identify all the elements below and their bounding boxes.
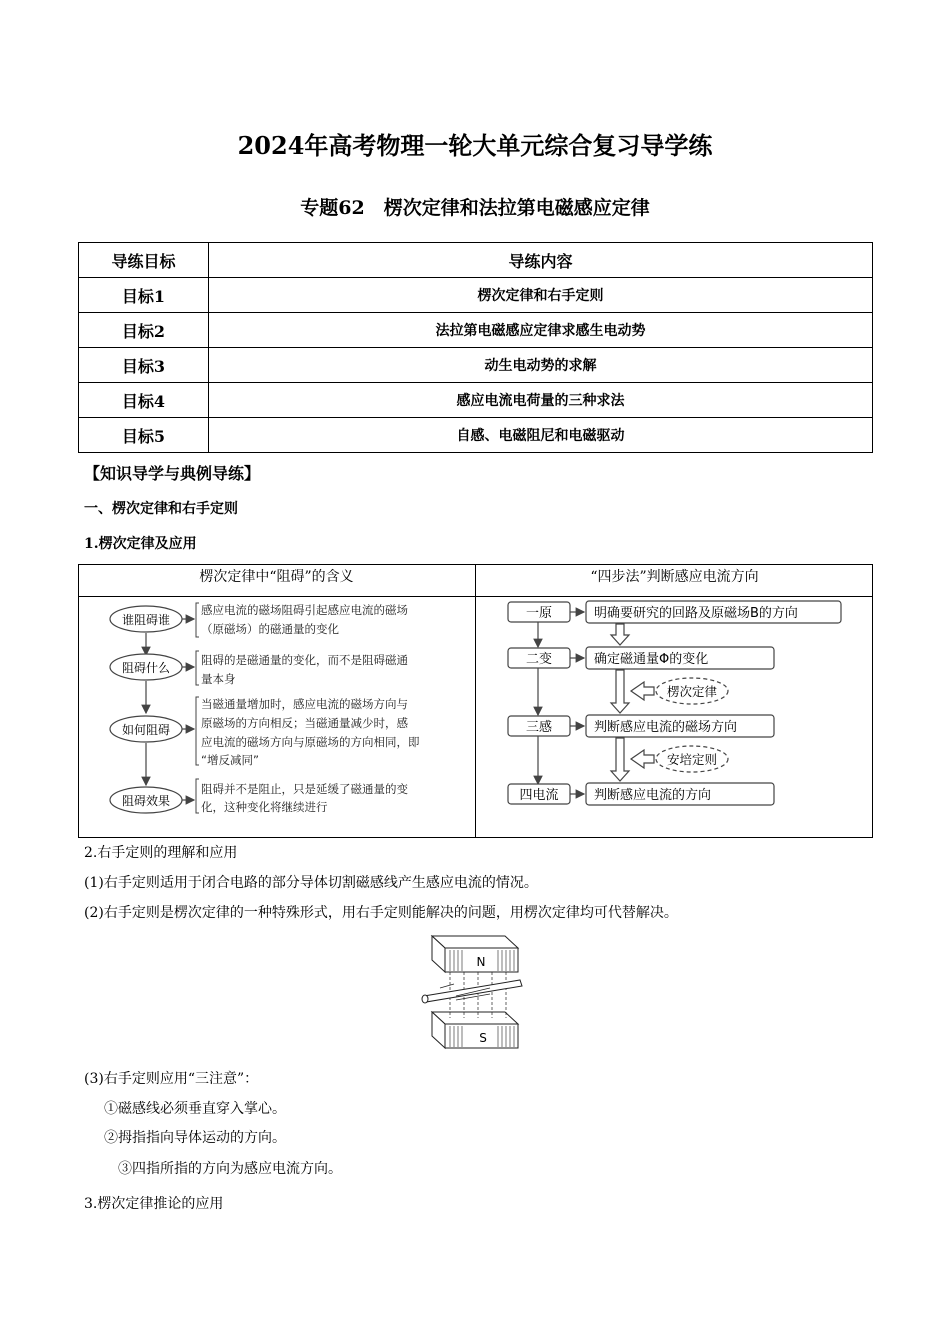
figure-left-header: 楞次定律中“阻碍”的含义 — [199, 569, 354, 585]
rule-lenz — [656, 678, 728, 704]
step-text-box-3 — [586, 715, 774, 737]
node-desc-line: 原磁场的方向相反；当磁通量减少时，感 — [201, 716, 408, 730]
step-box-3 — [508, 716, 570, 736]
paragraph-2: (2)右手定则是楞次定律的一种特殊形式，用右手定则能解决的问题，用楞次定律均可代替解决。 — [84, 905, 678, 921]
node-block-effect — [110, 787, 182, 813]
step-box-1 — [508, 602, 570, 622]
step-label: 一原 — [525, 606, 553, 621]
subsection-heading-2: 2.右手定则的理解和应用 — [84, 845, 238, 861]
node-who-blocks — [110, 606, 182, 632]
step-text: 明确要研究的回路及原磁场B的方向 — [594, 606, 798, 621]
node-label: 谁阻碍谁 — [121, 613, 171, 627]
node-blocks-what — [110, 654, 182, 680]
table-row — [79, 313, 873, 348]
node-label: 如何阻碍 — [121, 723, 171, 737]
node-desc-line: 阻碍并不是阻止，只是延缓了磁通量的变 — [201, 782, 408, 796]
node-desc-line: 当磁通量增加时，感应电流的磁场方向与 — [201, 697, 408, 711]
paragraph-3: (3)右手定则应用“三注意”： — [84, 1071, 259, 1087]
step-text: 判断感应电流的磁场方向 — [594, 720, 738, 735]
goal-label: 目标5 — [79, 418, 209, 453]
rule-label: 安培定则 — [666, 752, 718, 767]
step-label: 四电流 — [519, 788, 559, 803]
figure-right-header: “四步法”判断感应电流方向 — [590, 569, 759, 585]
page-title: 2024年高考物理一轮大单元综合复习导学练 — [237, 131, 713, 160]
col-header-goal: 导练目标 — [79, 243, 209, 278]
table-row — [79, 418, 873, 453]
step-text-box-1 — [586, 601, 841, 623]
goals-table — [78, 242, 873, 453]
section-heading-main: 【知识导学与典例导练】 — [84, 464, 261, 483]
note-1: ①磁感线必须垂直穿入掌心。 — [104, 1101, 286, 1117]
table-row — [79, 278, 873, 313]
node-desc-line: 感应电流的磁场阻碍引起感应电流的磁场 — [201, 603, 408, 617]
rule-label: 楞次定律 — [666, 684, 718, 699]
step-text-box-2 — [586, 647, 774, 669]
rule-ampere — [656, 746, 728, 772]
node-desc-line: 应电流的磁场方向与原磁场的方向相同，即 — [201, 735, 420, 749]
goal-content: 自感、电磁阻尼和电磁驱动 — [209, 418, 873, 453]
goal-content: 法拉第电磁感应定律求感生电动势 — [209, 313, 873, 348]
step-text-box-4 — [586, 783, 774, 805]
node-desc-line: 化，这种变化将继续进行 — [201, 800, 328, 814]
page-subtitle: 专题62 楞次定律和法拉第电磁感应定律 — [300, 197, 650, 219]
right-flowchart — [476, 597, 873, 838]
step-box-2 — [508, 648, 570, 668]
subsection-heading-3: 3.楞次定律推论的应用 — [84, 1196, 224, 1212]
goal-label: 目标2 — [79, 313, 209, 348]
goal-content: 动生电动势的求解 — [209, 348, 873, 383]
subsection-heading-1: 1.楞次定律及应用 — [84, 536, 197, 552]
left-flowchart — [78, 597, 475, 838]
step-label: 三感 — [525, 720, 553, 735]
north-pole-label: N — [476, 955, 486, 969]
step-text: 确定磁通量Φ的变化 — [594, 652, 709, 667]
magnet-illustration — [420, 928, 528, 1053]
node-label: 阻碍效果 — [121, 794, 171, 808]
node-desc-line: （原磁场）的磁通量的变化 — [201, 622, 339, 636]
node-how-blocks — [110, 716, 182, 742]
table-row — [79, 383, 873, 418]
goal-label: 目标3 — [79, 348, 209, 383]
goal-content: 感应电流电荷量的三种求法 — [209, 383, 873, 418]
col-header-content: 导练内容 — [209, 243, 873, 278]
node-desc-line: 阻碍的是磁通量的变化，而不是阻碍磁通 — [201, 653, 408, 667]
goal-label: 目标4 — [79, 383, 209, 418]
table-row — [79, 348, 873, 383]
south-pole-label: S — [479, 1031, 487, 1045]
step-box-4 — [508, 784, 570, 804]
paragraph-1: (1)右手定则适用于闭合电路的部分导体切割磁感线产生感应电流的情况。 — [84, 875, 538, 891]
note-2: ②拇指指向导体运动的方向。 — [104, 1130, 286, 1146]
node-desc-line: “增反减同” — [201, 753, 259, 767]
section-heading-one: 一、楞次定律和右手定则 — [84, 501, 238, 517]
step-text: 判断感应电流的方向 — [594, 788, 712, 803]
node-desc-line: 量本身 — [201, 672, 236, 686]
node-label: 阻碍什么 — [121, 661, 171, 675]
table-header-row — [79, 243, 873, 278]
note-3: ③四指所指的方向为感应电流方向。 — [118, 1161, 342, 1177]
goal-label: 目标1 — [79, 278, 209, 313]
goal-content: 楞次定律和右手定则 — [209, 278, 873, 313]
step-label: 二变 — [525, 652, 553, 667]
